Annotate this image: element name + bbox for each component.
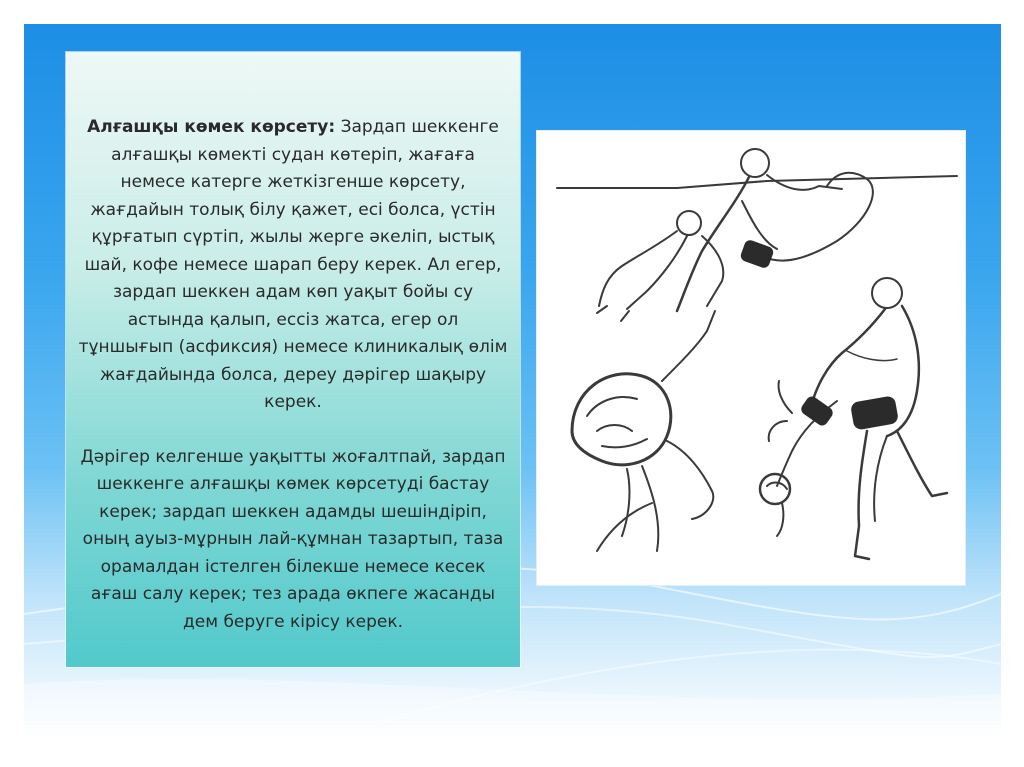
first-aid-paragraph bbox=[78, 114, 508, 417]
rescue-illustration bbox=[537, 131, 965, 585]
doctor-paragraph: Дәрігер келгенше уақытты жоғалтпай, зардап шеккенге алғашқы көмек көрсетуді бастау керек; зардап шеккен адамды шешіндіріп, оның ауыз-мұрнын лай-құмнан тазартып, таза орамалдан істелген білекше немесе кесек ағаш салу керек; тез арада өкпеге жасанды дем беруге кірісу керек. bbox=[80, 446, 506, 632]
first-aid-text: Зардап шеккенге алғашқы көмекті судан көтеріп, жағаға немесе катерге жеткізгенше көрсету, жағдайын толық білу қажет, есі болса, үстін құрғатып сүртіп, жылы жерге әкеліп, ыстық шай, кофе немесе шарап беру керек. Ал егер, зардап шеккен адам көп уақыт бойы су астында қалып, ессіз жатса, егер ол тұншығып (асфиксия) немесе клиникалық өлім жағдайында болса, дереу дәрігер шақыру керек. bbox=[78, 117, 508, 412]
text-content bbox=[78, 114, 508, 636]
text-panel bbox=[66, 52, 520, 667]
rescue-sketch-icon bbox=[537, 131, 965, 585]
first-aid-heading: Алғашқы көмек көрсету: bbox=[87, 117, 336, 137]
